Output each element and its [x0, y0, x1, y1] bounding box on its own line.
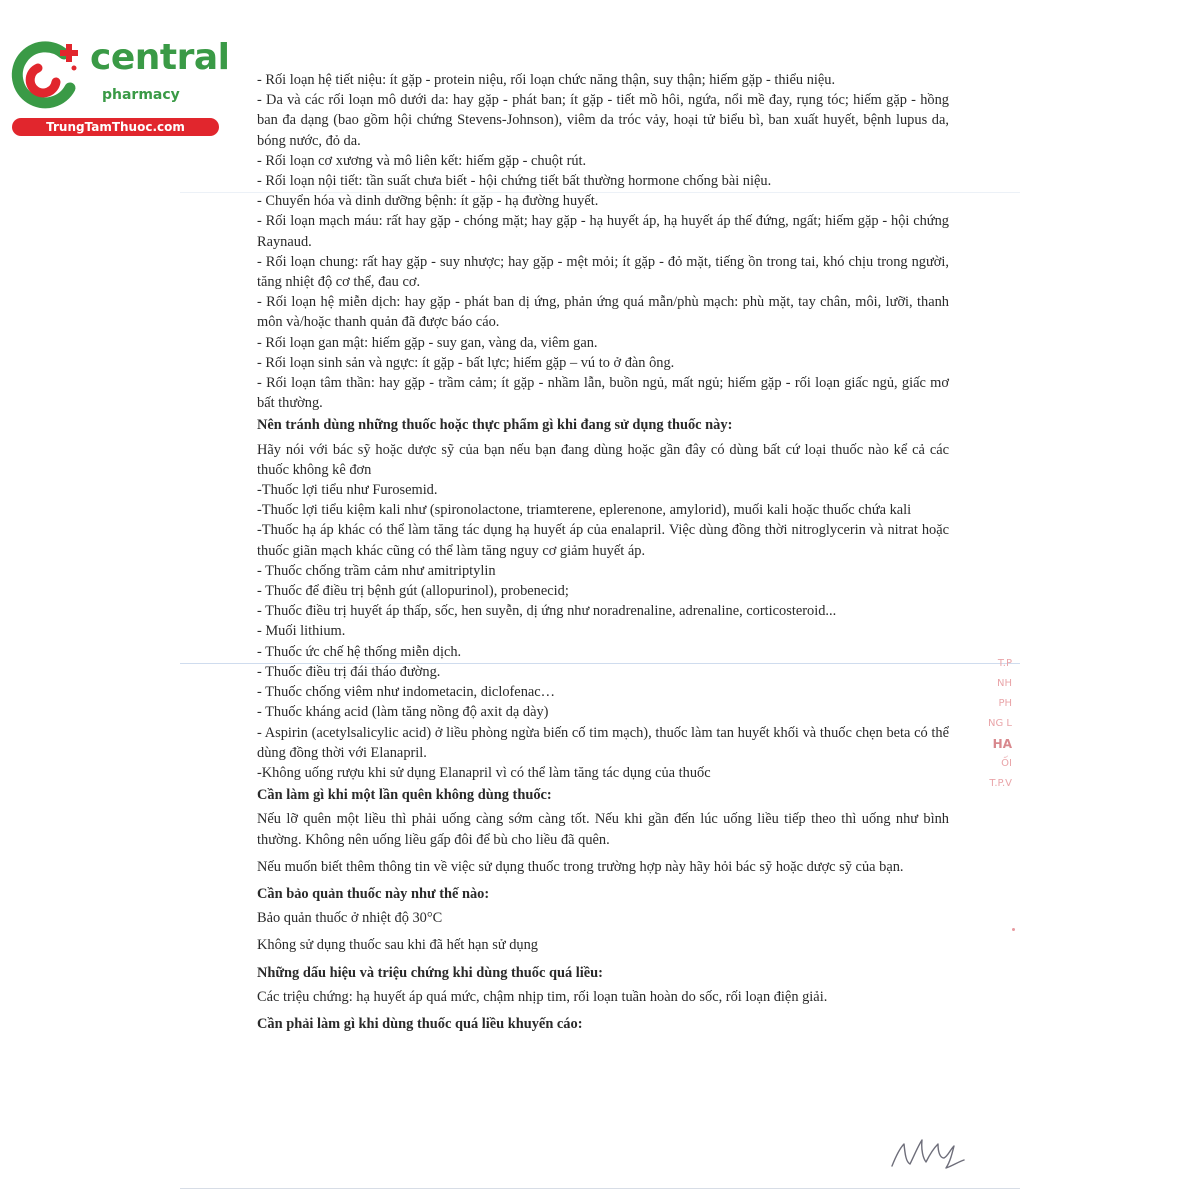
stamp-text-fragment: HA	[992, 737, 1012, 751]
text-line: - Rối loạn cơ xương và mô liên kết: hiếm gặp - chuột rút.	[257, 152, 587, 169]
text-line: - Thuốc để điều trị bệnh gút (allopurinol), probenecid;	[257, 583, 569, 600]
text-line: -Thuốc lợi tiểu kiệm kali như (spironolactone, triamterene, eplerenone, amylorid), muối kali hoặc thuốc chứa kali	[257, 502, 912, 519]
text-line: - Aspirin (acetylsalicylic acid) ở liều phòng ngừa biến cố tim mạch), thuốc làm tan huyết khối và thuốc chẹn beta có thể dùng đồng thời với Elanapril.	[257, 724, 949, 761]
stamp-text-fragment: T.P.V	[989, 778, 1012, 789]
text-line: Các triệu chứng: hạ huyết áp quá mức, chậm nhịp tim, rối loạn tuần hoàn do sốc, rối loạn điện giải.	[257, 988, 828, 1005]
section-heading: Nên tránh dùng những thuốc hoặc thực phẩm gì khi đang sử dụng thuốc này:	[257, 417, 733, 434]
text-line: Không sử dụng thuốc sau khi đã hết hạn sử dụng	[257, 937, 538, 954]
red-stamp-fragment	[988, 654, 1012, 804]
section-heading: Cần làm gì khi một lần quên không dùng thuốc:	[257, 787, 552, 804]
stamp-text-fragment: NG L	[988, 718, 1012, 729]
text-line: - Muối lithium.	[257, 623, 346, 640]
brand-name: central	[90, 37, 230, 78]
central-pharmacy-logo[interactable]	[10, 37, 230, 138]
text-line: - Rối loạn hệ tiết niệu: ít gặp - protein niệu, rối loạn chức năng thận, suy thận; hiếm gặp - thiểu niệu.	[257, 72, 836, 88]
text-line: Nếu lỡ quên một liều thì phải uống càng sớm càng tốt. Nếu khi gần đến lúc uống liều tiếp theo thì uống như bình thường. Không nên uống liều gấp đôi để bù cho liều đã quên.	[257, 811, 949, 848]
text-line: - Thuốc chống viêm như indometacin, diclofenac…	[257, 684, 556, 701]
text-line: - Rối loạn sinh sản và ngực: ít gặp - bất lực; hiếm gặp – vú to ở đàn ông.	[257, 354, 675, 371]
text-line: - Thuốc kháng acid (làm tăng nồng độ axit dạ dày)	[257, 704, 549, 721]
text-line: - Rối loạn chung: rất hay gặp - suy nhược; hay gặp - mệt mỏi; ít gặp - đỏ mặt, tiếng ồn trong tai, khó chịu trong người, tăng nhiệt độ cơ thể, đau cơ.	[257, 253, 949, 291]
text-line: - Thuốc ức chế hệ thống miễn dịch.	[257, 643, 462, 660]
text-line: - Thuốc điều trị đái tháo đường.	[257, 663, 441, 680]
stamp-text-fragment: PH	[998, 698, 1012, 709]
stamp-text-fragment: ỐI	[1001, 758, 1012, 769]
brand-url-badge[interactable]: TrungTamThuoc.com	[12, 118, 219, 136]
handwritten-signature	[888, 1128, 968, 1173]
text-line: - Rối loạn hệ miễn dịch: hay gặp - phát ban dị ứng, phản ứng quá mẫn/phù mạch: phù mặt, tay chân, môi, lưỡi, thanh môn và/hoặc thanh quản đã được báo cáo.	[257, 294, 949, 331]
document-text	[257, 70, 949, 1038]
central-pharmacy-logo-icon	[10, 38, 90, 118]
text-line: Nếu muốn biết thêm thông tin về việc sử dụng thuốc trong trường hợp này hãy hỏi bác sỹ hoặc dược sỹ của bạn.	[257, 858, 904, 875]
text-line: - Chuyển hóa và dinh dưỡng bệnh: ít gặp - hạ đường huyết.	[257, 193, 599, 210]
text-line: -Không uống rượu khi sử dụng Elanapril vì có thể làm tăng tác dụng của thuốc	[257, 764, 711, 781]
scan-line-bottom	[180, 1188, 1020, 1189]
text-line: Hãy nói với bác sỹ hoặc dược sỹ của bạn nếu bạn đang dùng hoặc gần đây có dùng bất cứ loại thuốc nào kể cả các thuốc không kê đơn	[257, 441, 949, 478]
text-line: - Da và các rối loạn mô dưới da: hay gặp - phát ban; ít gặp - tiết mồ hôi, ngứa, nổi mề đay, rụng tóc; hiếm gặp - hồng ban đa dạng (bao gồm hội chứng Stevens-Johnson), viêm da tróc vảy, hoại tử biểu bì, ban xuất huyết, bệnh lupus da, bóng nước, đỏ da.	[257, 92, 949, 149]
section-heading: Cần bảo quản thuốc này như thế nào:	[257, 885, 490, 902]
text-line: -Thuốc lợi tiểu như Furosemid.	[257, 482, 438, 499]
stamp-text-fragment: NH	[997, 678, 1012, 689]
section-heading: Những dấu hiệu và triệu chứng khi dùng thuốc quá liều:	[257, 964, 603, 981]
stamp-dot	[1012, 928, 1015, 931]
text-line: - Rối loạn mạch máu: rất hay gặp - chóng mặt; hay gặp - hạ huyết áp, hạ huyết áp thế đứng, ngất; hiếm gặp - hội chứng Raynaud.	[257, 213, 949, 250]
text-line: - Rối loạn nội tiết: tần suất chưa biết - hội chứng tiết bất thường hormone chống bài niệu.	[257, 173, 772, 190]
text-line: - Rối loạn tâm thần: hay gặp - trầm cảm; ít gặp - nhầm lẫn, buồn ngủ, mất ngủ; hiếm gặp - rối loạn giấc ngủ, giấc mơ bất thường.	[257, 375, 949, 412]
stamp-text-fragment: T.P	[997, 658, 1012, 669]
text-line: - Thuốc điều trị huyết áp thấp, sốc, hen suyễn, dị ứng như noradrenaline, adrenaline, corticosteroid...	[257, 603, 837, 620]
text-line: - Thuốc chống trầm cảm như amitriptylin	[257, 562, 496, 579]
text-line: Bảo quản thuốc ở nhiệt độ 30°C	[257, 910, 443, 927]
text-line: - Rối loạn gan mật: hiếm gặp - suy gan, vàng da, viêm gan.	[257, 334, 598, 351]
brand-subtitle: pharmacy	[102, 87, 180, 103]
text-line: -Thuốc hạ áp khác có thể làm tăng tác dụng hạ huyết áp của enalapril. Việc dùng đồng thời nitroglycerin và nitrat hoặc thuốc giãn mạch khác cũng có thể làm tăng nguy cơ giảm huyết áp.	[257, 522, 949, 559]
section-heading: Cần phải làm gì khi dùng thuốc quá liều khuyến cáo:	[257, 1015, 583, 1032]
